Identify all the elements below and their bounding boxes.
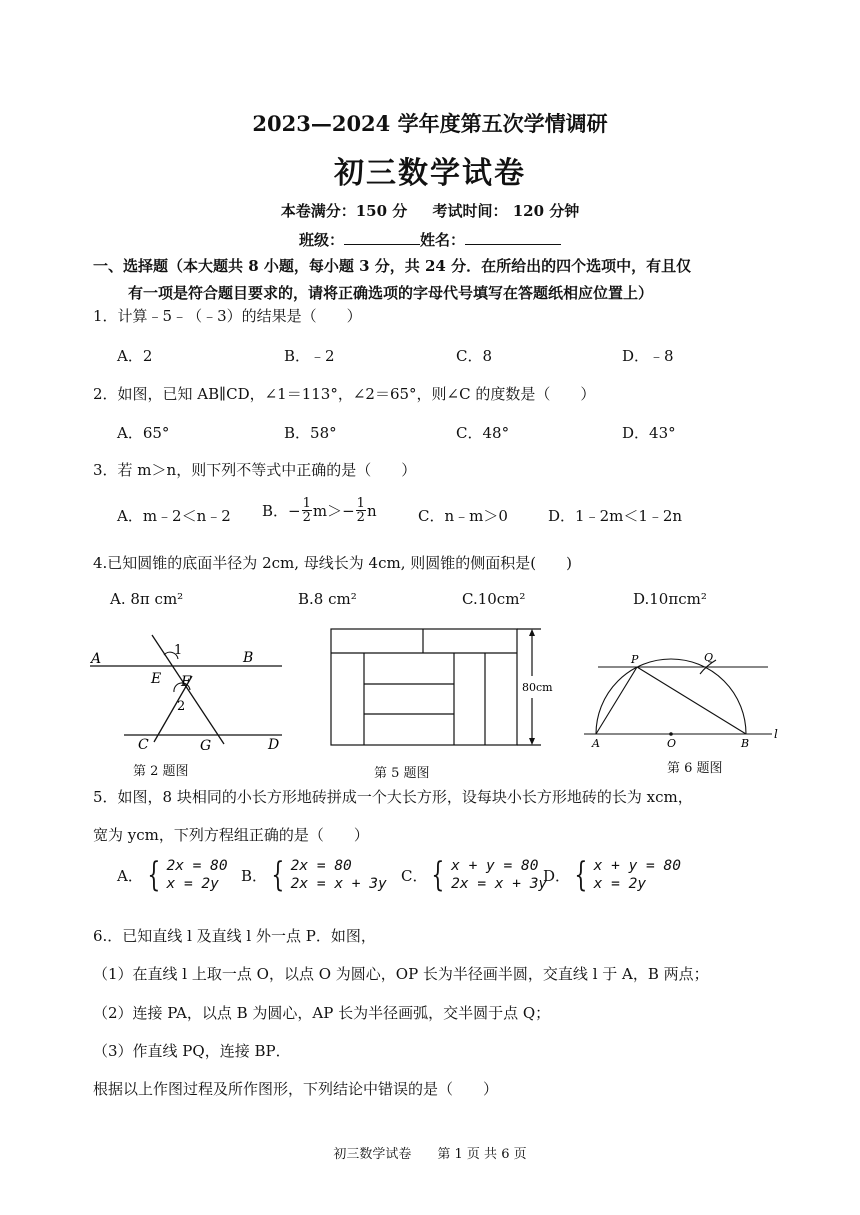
label-l: l (774, 727, 778, 741)
label-p: P (631, 653, 639, 666)
label-g: G (200, 738, 212, 754)
label-o: O (667, 737, 677, 750)
fraction-half: $\frac{1}{2}$ (302, 496, 311, 525)
figure-6 (582, 648, 782, 752)
figure-6-caption: 第 6 题图 (667, 761, 723, 776)
question-1-option-d: D．﹣8 (622, 347, 674, 365)
question-1-option-c: C．8 (456, 347, 493, 365)
big-rectangle (331, 629, 517, 745)
question-3-option-c: C．n﹣m＞0 (418, 507, 508, 525)
question-3-option-b: B．− $\frac{1}{2}$ m＞− $\frac{1}{2}$ n (262, 496, 377, 525)
page-footer: 初三数学试卷 第 1 页 共 6 页 (333, 1147, 527, 1162)
question-1-stem: 1．计算﹣5﹣（﹣3）的结果是（ ） (93, 307, 362, 325)
angle-2-label: 2 (177, 699, 186, 714)
figure-2 (86, 632, 296, 754)
question-6-step-3: （3）作直线 PQ，连接 BP． (93, 1042, 291, 1060)
question-5-option-b: B． { 2x = 80 2x = x + 3y (241, 855, 387, 895)
question-6-step-1: （1）在直线 l 上取一点 O，以点 O 为圆心，OP 长为半径画半圆，交直线 l 于 A，B 两点； (93, 965, 709, 983)
label-d: D (268, 737, 280, 753)
question-3-option-a: A．m﹣2＜n﹣2 (117, 507, 231, 525)
question-1-option-a: A．2 (117, 347, 153, 365)
question-2-option-b: B．58° (284, 424, 337, 442)
question-2-option-c: C．48° (456, 424, 510, 442)
figure-5-caption: 第 5 题图 (374, 766, 430, 781)
label-f: F (181, 674, 191, 690)
exam-subtitle: 初三数学试卷 (334, 156, 526, 191)
exam-info (0, 200, 860, 221)
figure-2-caption: 第 2 题图 (133, 764, 189, 779)
question-5-option-c: C． { x + y = 80 2x = x + 3y (401, 855, 548, 895)
exam-time: 考试时间： 120 分钟 (432, 202, 580, 220)
class-field[interactable] (344, 230, 420, 245)
question-6-step-2: （2）连接 PA，以点 B 为圆心，AP 长为半径画弧，交半圆于点 Q； (93, 1004, 551, 1022)
question-6-conclusion: 根据以上作图过程及所作图形，下列结论中错误的是（ ） (93, 1080, 499, 1098)
label-c: C (138, 737, 149, 753)
figure-5 (326, 626, 558, 752)
student-info (0, 229, 860, 250)
section-1-instructions (93, 253, 691, 307)
question-4-option-d: D.10πcm² (633, 590, 707, 608)
label-a: A (592, 737, 600, 750)
label-e: E (151, 671, 162, 687)
question-3-stem: 3．若 m＞n，则下列不等式中正确的是（ ） (93, 461, 417, 479)
question-5-option-d: D． { x + y = 80 x = 2y (543, 855, 681, 895)
question-2-option-a: A．65° (117, 424, 170, 442)
question-4-option-c: C.10cm² (462, 590, 526, 608)
question-5-line1: 5．如图，8 块相同的小长方形地砖拼成一个大长方形，设每块小长方形地砖的长为 xcm， (93, 788, 693, 806)
question-5-option-a: A． { 2x = 80 x = 2y (117, 855, 228, 895)
label-b: B (741, 737, 750, 750)
question-3-option-d: D．1﹣2m＜1﹣2n (548, 507, 683, 525)
question-6-stem: 6.．已知直线 l 及直线 l 外一点 P．如图， (93, 927, 376, 945)
label-a: A (91, 651, 102, 667)
section-1-line1: 一、选择题（本大题共 8 小题，每小题 3 分，共 24 分．在所给出的四个选项中，有且仅 (93, 257, 692, 275)
dimension-label: 80cm (522, 681, 553, 694)
question-5-line2: 宽为 ycm，下列方程组正确的是（ ） (93, 826, 369, 844)
question-2-option-d: D．43° (622, 424, 676, 442)
label-q: Q (704, 651, 714, 664)
name-field[interactable] (465, 230, 561, 245)
segment-pb (637, 667, 746, 734)
segment-pa (596, 667, 637, 734)
section-1-line2: 有一项是符合题目要求的，请将正确选项的字母代号填写在答题纸相应位置上） (128, 284, 654, 302)
question-4-stem: 4.已知圆锥的底面半径为 2cm, 母线长为 4cm, 则圆锥的侧面积是( ) (93, 554, 572, 572)
name-label: 姓名： (420, 231, 466, 249)
angle-1-label: 1 (174, 643, 183, 658)
label-b: B (243, 650, 254, 666)
class-label: 班级： (298, 231, 344, 249)
question-4-option-a: A. 8π cm² (110, 590, 184, 608)
question-4-option-b: B.8 cm² (298, 590, 357, 608)
question-1-option-b: B．﹣2 (284, 347, 335, 365)
question-2-stem: 2．如图，已知 AB∥CD，∠1＝113°，∠2＝65°，则∠C 的度数是（ ） (93, 385, 596, 403)
exam-title: 2023—2024 学年度第五次学情调研 (252, 111, 608, 136)
full-score: 本卷满分：150 分 (280, 202, 408, 220)
point-o (669, 732, 673, 736)
fraction-half: $\frac{1}{2}$ (356, 496, 365, 525)
